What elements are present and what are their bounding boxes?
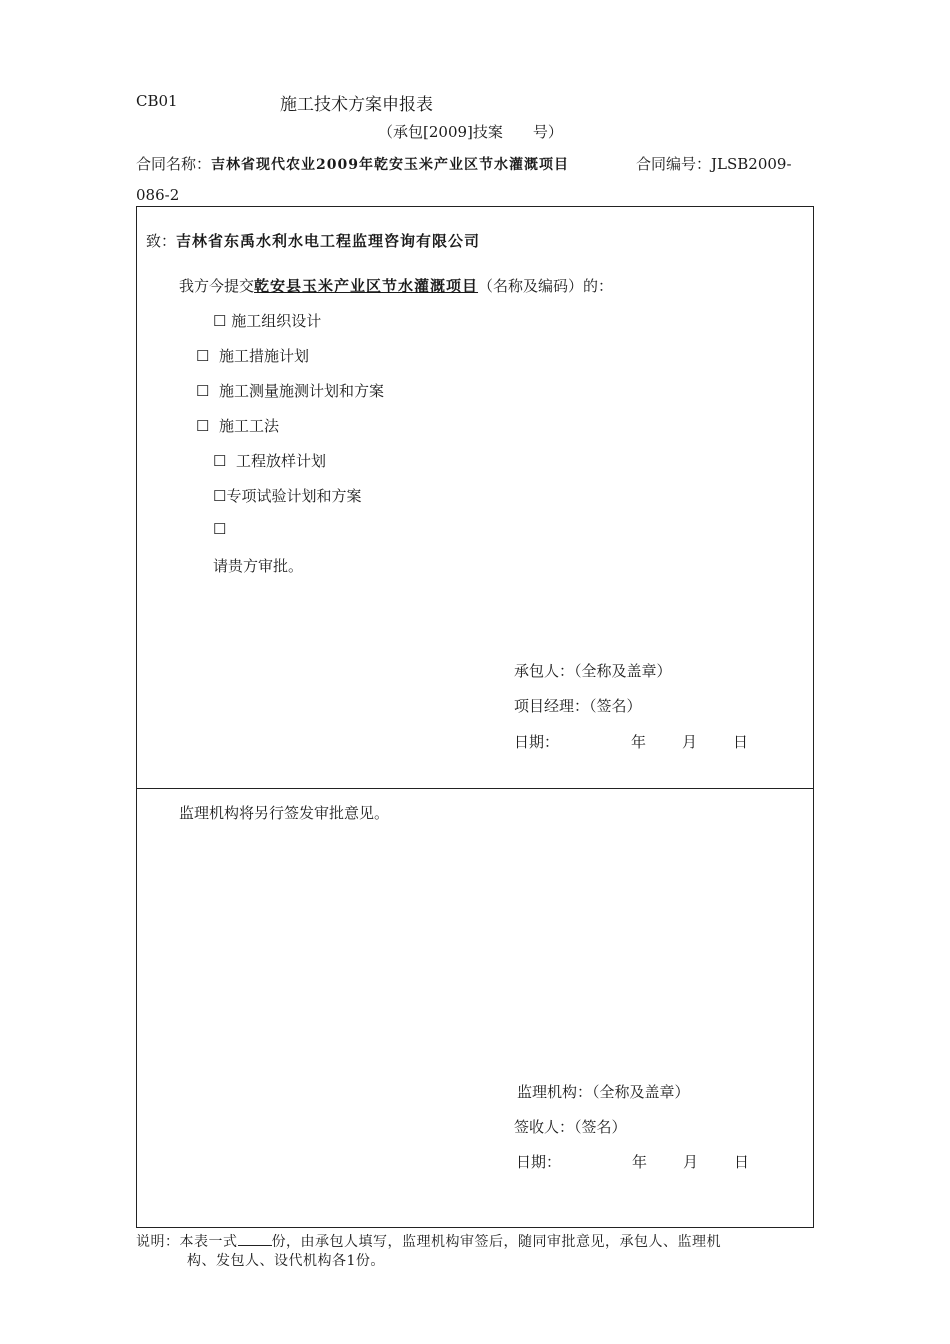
contract-name: 吉林省现代农业2009年乾安玉米产业区节水灌溉项目 <box>211 157 569 173</box>
request-text: 请贵方审批。 <box>213 557 304 575</box>
option-item <box>196 415 279 436</box>
manager-signature: 项目经理：（签名） <box>514 697 642 715</box>
date-label: 日期： <box>514 733 560 751</box>
date-day: 日 <box>734 1153 750 1171</box>
date-month: 月 <box>682 733 698 751</box>
review-text: 监理机构将另行签发审批意见。 <box>179 804 390 822</box>
option-label: 专项试验计划和方案 <box>226 487 362 505</box>
option-label: 施工测量施测计划和方案 <box>219 382 385 400</box>
contract-no: JLSB2009- <box>711 155 792 173</box>
supervisor-signature: 监理机构：（全称及盖章） <box>517 1083 690 1101</box>
option-item <box>196 345 309 366</box>
checkbox[interactable]: ☐ <box>213 452 227 470</box>
addressee-org: 吉林省东禹水利水电工程监理咨询有限公司 <box>176 232 481 250</box>
form-subtitle: （承包[2009]技案 号） <box>378 123 563 141</box>
checkbox[interactable]: ☐ <box>213 487 227 505</box>
intro-suffix: （名称及编码）的： <box>478 277 614 295</box>
option-label: 施工组织设计 <box>231 312 322 330</box>
checkbox[interactable]: ☐ <box>213 520 227 538</box>
note-line-1 <box>136 1231 721 1251</box>
contract-no-label: 合同编号： <box>636 155 712 173</box>
checkbox[interactable]: ☐ <box>196 417 210 435</box>
receiver-signature: 签收人：（签名） <box>514 1118 627 1136</box>
form-title: 施工技术方案申报表 <box>280 95 433 115</box>
note-part1: 本表一式 <box>179 1234 238 1250</box>
contract-no-line <box>636 153 792 174</box>
date-year: 年 <box>632 1153 648 1171</box>
date-year: 年 <box>631 733 647 751</box>
option-label: 施工工法 <box>219 417 280 435</box>
review-section <box>136 788 814 1228</box>
contract-name-label: 合同名称： <box>136 155 212 173</box>
intro-project: 乾安县玉米产业区节水灌溉项目 <box>254 277 479 295</box>
option-item <box>213 520 226 538</box>
note-label: 说明： <box>136 1234 180 1250</box>
option-item <box>213 310 321 331</box>
addressee-line <box>146 230 480 251</box>
option-item <box>213 450 326 471</box>
addressee-label: 致： <box>146 232 177 250</box>
option-item <box>196 380 384 401</box>
date-label: 日期： <box>516 1153 562 1171</box>
contractor-signature: 承包人：（全称及盖章） <box>514 662 672 680</box>
checkbox[interactable]: ☐ <box>213 312 227 330</box>
note-line-2: 构、发包人、设代机构各1份。 <box>187 1253 385 1269</box>
intro-prefix: 我方今提交 <box>179 277 255 295</box>
intro-line <box>179 275 613 296</box>
option-label: 施工措施计划 <box>219 347 310 365</box>
checkbox[interactable]: ☐ <box>196 347 210 365</box>
checkbox[interactable]: ☐ <box>196 382 210 400</box>
copies-blank <box>238 1232 272 1246</box>
note-part2: 份，由承包人填写，监理机构审签后，随同审批意见，承包人、监理机 <box>271 1234 721 1250</box>
form-code: CB01 <box>136 92 178 110</box>
date-month: 月 <box>683 1153 699 1171</box>
date-day: 日 <box>733 733 749 751</box>
contract-line <box>136 153 569 174</box>
contract-no-continued: 086-2 <box>136 186 180 204</box>
option-label: 工程放样计划 <box>236 452 327 470</box>
option-item <box>213 485 361 506</box>
